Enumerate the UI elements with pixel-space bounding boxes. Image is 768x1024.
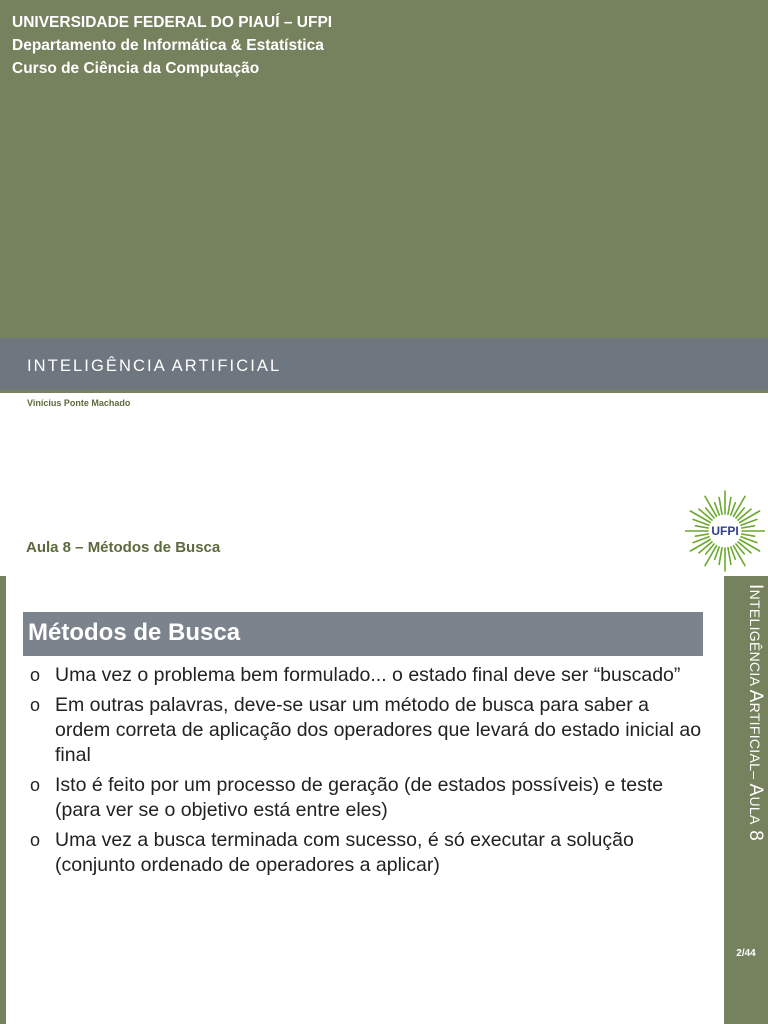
slide-title-bar bbox=[23, 612, 703, 656]
bullet-text: Uma vez a busca terminada com sucesso, é só executar a solução (conjunto ordenado de operadores a aplicar) bbox=[55, 829, 634, 876]
side-title-letter-i: I bbox=[745, 584, 766, 590]
header-band bbox=[0, 0, 768, 338]
side-title-letter-a2: A bbox=[745, 783, 766, 797]
lesson-title: Aula 8 – Métodos de Busca bbox=[26, 539, 221, 556]
author-name: Vinícius Ponte Machado bbox=[27, 398, 131, 408]
bullet-text: Uma vez o problema bem formulado... o estado final deve ser “buscado” bbox=[55, 664, 681, 686]
bullet-item bbox=[30, 693, 702, 768]
bullet-item bbox=[30, 828, 702, 878]
bullet-marker-icon: o bbox=[30, 775, 41, 795]
department-name: Departamento de Informática & Estatística bbox=[12, 37, 324, 54]
logo-ray bbox=[719, 498, 722, 515]
logo-ray bbox=[742, 526, 755, 528]
bullet-list bbox=[30, 663, 702, 883]
logo-ray bbox=[738, 509, 751, 520]
bullet-marker-icon: o bbox=[30, 665, 41, 685]
course-name: Curso de Ciência da Computação bbox=[12, 60, 260, 77]
divider bbox=[0, 390, 768, 393]
page-number: 2/44 bbox=[736, 948, 756, 959]
bullet-text: Em outras palavras, deve-se usar um método de busca para saber a ordem correta de aplicação dos operadores que levará do estado inicial ao final bbox=[55, 694, 702, 766]
ufpi-logo-icon bbox=[685, 487, 765, 575]
left-border bbox=[0, 576, 6, 1024]
university-name: UNIVERSIDADE FEDERAL DO PIAUÍ – UFPI bbox=[12, 14, 333, 31]
bullet-item bbox=[30, 773, 702, 823]
side-title bbox=[744, 584, 766, 841]
bullet-marker-icon: o bbox=[30, 695, 41, 715]
logo-ray bbox=[699, 509, 712, 520]
logo-ray bbox=[696, 534, 709, 536]
logo-ray bbox=[696, 526, 709, 528]
logo-ray bbox=[699, 542, 712, 553]
course-title: INTELIGÊNCIA ARTIFICIAL bbox=[27, 357, 282, 375]
bullet-text: Isto é feito por um processo de geração (de estados possíveis) e teste (para ver se o objetivo está entre eles) bbox=[55, 774, 664, 821]
side-title-part-1: NTELIGÊNCIA bbox=[747, 589, 763, 690]
side-title-letter-a1: A bbox=[745, 689, 766, 703]
content-slide bbox=[0, 576, 768, 1024]
side-title-part-3: ULA bbox=[747, 796, 763, 825]
bullet-item bbox=[30, 663, 702, 688]
logo-ray bbox=[728, 548, 731, 565]
logo-ray bbox=[742, 534, 755, 536]
logo-text: UFPI bbox=[711, 524, 739, 538]
side-title-number: 8 bbox=[745, 824, 766, 842]
slide-title: Métodos de Busca bbox=[28, 619, 241, 646]
logo-ray bbox=[719, 548, 722, 565]
institution-lines bbox=[12, 11, 332, 80]
bullet-marker-icon: o bbox=[30, 830, 41, 850]
logo-ray bbox=[728, 498, 731, 515]
logo-ray bbox=[738, 542, 751, 553]
course-title-bar bbox=[0, 338, 768, 390]
side-title-part-2: RTIFICIAL– bbox=[747, 702, 763, 784]
